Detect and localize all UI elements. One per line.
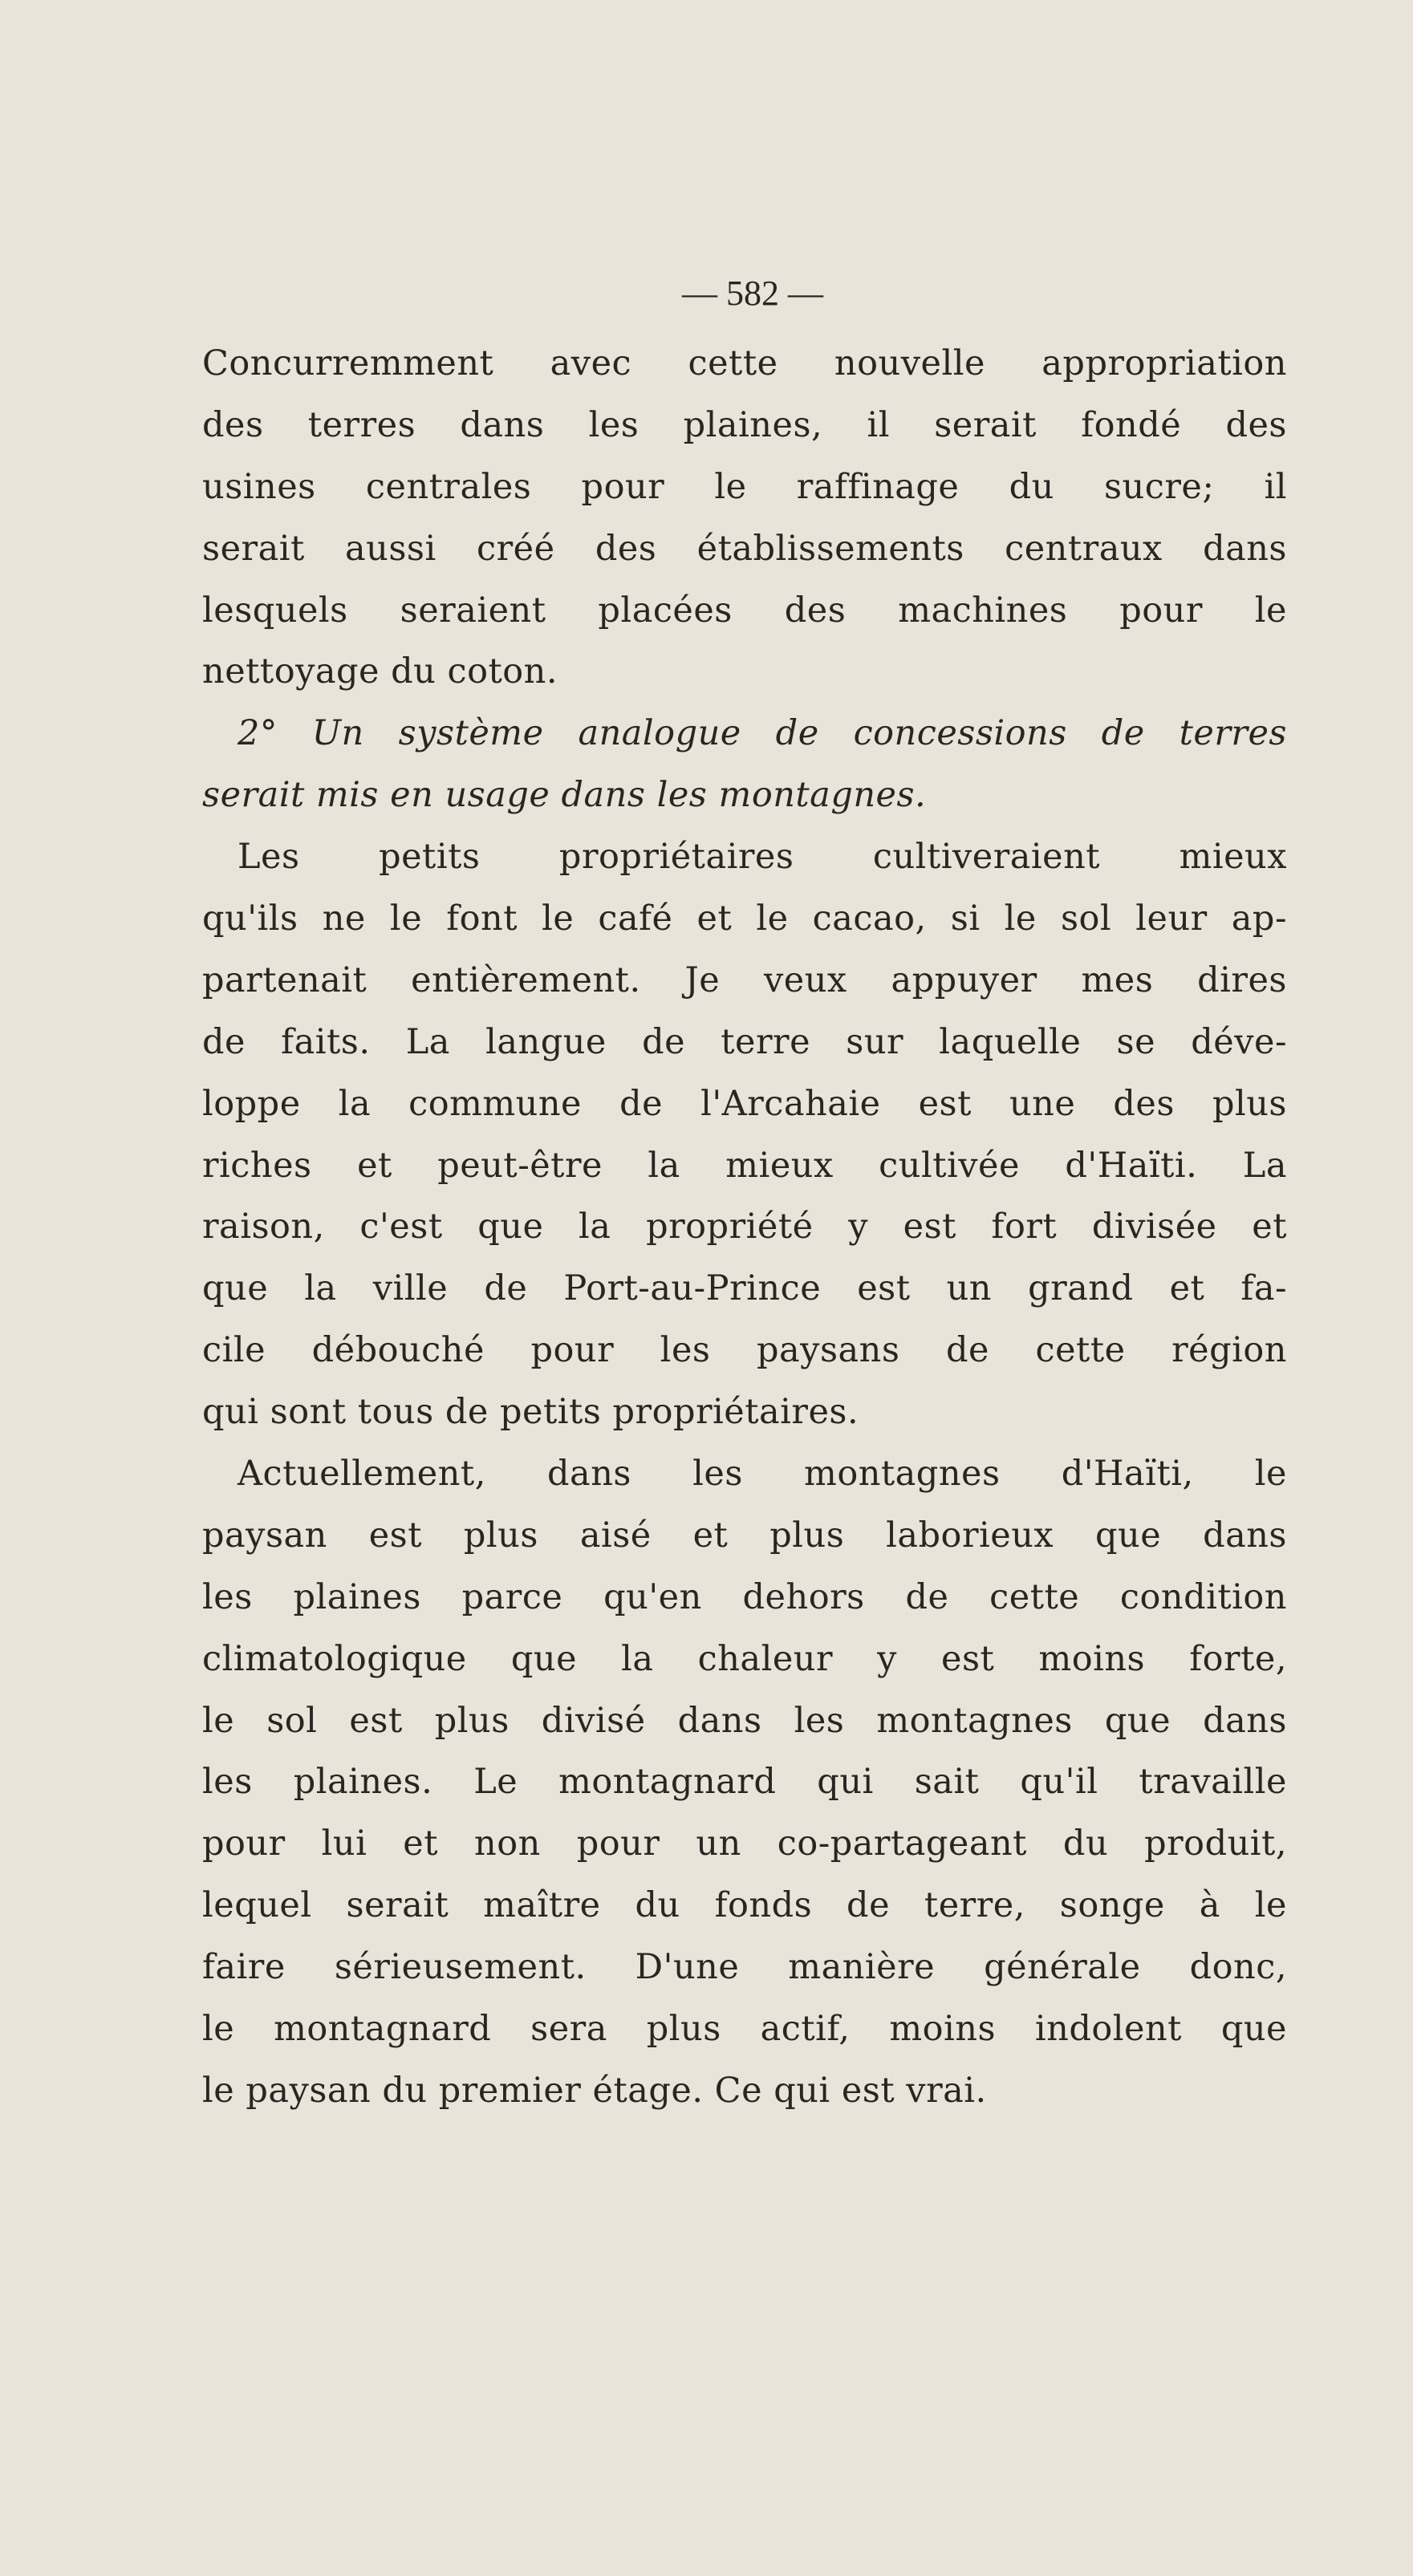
text-line: nettoyage du coton. <box>202 651 558 692</box>
text-line: les plaines parce qu'en dehors de cette condition <box>202 1576 1287 1617</box>
text-line: paysan est plus aisé et plus laborieux que dans <box>202 1515 1287 1556</box>
text-line: lesquels seraient placées des machines pour le <box>202 590 1287 631</box>
text-line: loppe la commune de l'Arcahaie est une des plus <box>202 1083 1287 1124</box>
text-line: qui sont tous de petits propriétaires. <box>202 1392 859 1433</box>
text-line: lequel serait maître du fonds de terre, songe à le <box>202 1885 1287 1926</box>
text-line: Les petits propriétaires cultiveraient mieux <box>238 837 1287 878</box>
text-line: pour lui et non pour un co-partageant du produit, <box>202 1823 1287 1864</box>
text-line: le montagnard sera plus actif, moins indolent que <box>202 2009 1287 2050</box>
text-line: climatologique que la chaleur y est moins forte, <box>202 1638 1287 1679</box>
text-line: 2° Un système analogue de concessions de terres <box>238 713 1287 754</box>
text-line: serait aussi créé des établissements centraux dans <box>202 528 1287 569</box>
text-line: serait mis en usage dans les montagnes. <box>202 775 927 816</box>
text-line: partenait entièrement. Je veux appuyer mes dires <box>202 959 1287 1000</box>
text-line: cile débouché pour les paysans de cette région <box>202 1330 1287 1371</box>
text-line: le paysan du premier étage. Ce qui est vrai. <box>202 2070 987 2111</box>
body-text <box>202 333 1287 2122</box>
text-line: raison, c'est que la propriété y est fort divisée et <box>202 1207 1287 1247</box>
text-line: les plaines. Le montagnard qui sait qu'il travaille <box>202 1762 1287 1803</box>
page-number: — 582 — <box>682 274 823 313</box>
text-line: le sol est plus divisé dans les montagnes que dans <box>202 1700 1287 1741</box>
text-line: que la ville de Port-au-Prince est un grand et fa- <box>202 1268 1287 1309</box>
text-line: Actuellement, dans les montagnes d'Haïti, le <box>238 1454 1287 1495</box>
text-line: Concurremment avec cette nouvelle appropriation <box>202 343 1287 383</box>
text-line: riches et peut-être la mieux cultivée d'Haïti. La <box>202 1145 1287 1186</box>
text-line: de faits. La langue de terre sur laquelle se déve- <box>202 1021 1287 1062</box>
text-line: usines centrales pour le raffinage du sucre; il <box>202 466 1287 507</box>
text-line: faire sérieusement. D'une manière générale donc, <box>202 1947 1287 1988</box>
text-line: qu'ils ne le font le café et le cacao, si le sol leur ap- <box>202 899 1287 939</box>
text-line: des terres dans les plaines, il serait fondé des <box>202 404 1287 445</box>
